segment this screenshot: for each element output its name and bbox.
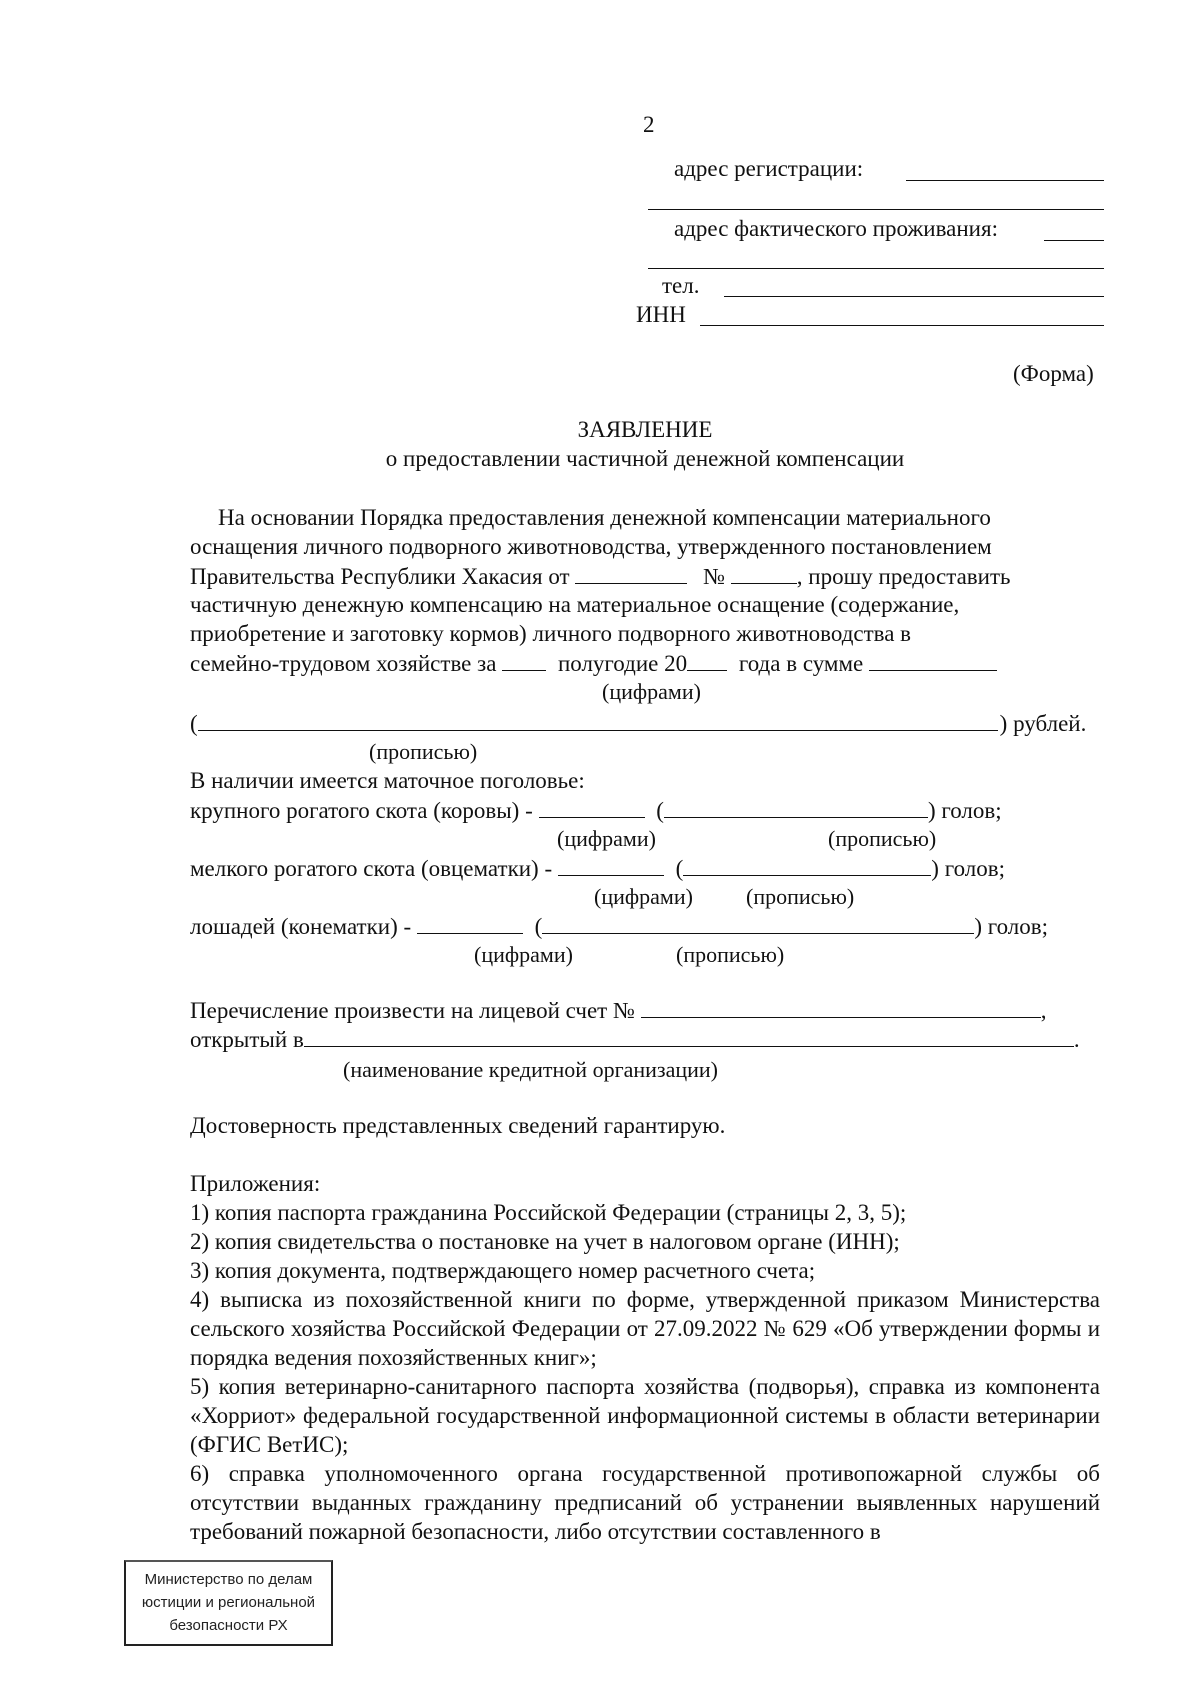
cattle-line [190,795,1002,826]
text: ( [534,914,543,939]
bank-name-field[interactable] [304,1024,1074,1047]
paragraph-line: приобретение и заготовку кормов) личного подворного животноводства в [190,621,912,646]
text: Перечисление произвести на лицевой счет № [190,998,635,1023]
form-label: (Форма) [1013,361,1094,386]
paragraph-line [190,648,997,679]
half-year-field[interactable] [502,648,546,671]
document-subtitle: о предоставлении частичной денежной компенсации [385,446,905,471]
livestock-intro: В наличии имеется маточное поголовье: [190,768,585,793]
reg-address-label: адрес регистрации: [674,156,864,181]
phone-label: тел. [662,273,700,298]
paragraph-line [190,561,1011,592]
sheep-words-field[interactable] [683,853,931,876]
attachment-item: 4) выписка из похозяйственной книги по форме, утвержденной приказом Министерства сельского хозяйства Российской Федерации от 27.09.2022 № 629 «Об утверждении формы и порядка ведения похозяйственных книг»; [190,1287,1100,1370]
ministry-stamp [124,1560,333,1646]
cattle-words-hint: (прописью) [828,826,937,851]
text: семейно-трудовом хозяйстве за [190,651,497,676]
horses-line [190,911,1048,942]
horses-digits-hint: (цифрами) [474,942,573,967]
attachments-heading: Приложения: [190,1171,321,1196]
actual-address-field-line2[interactable] [648,268,1104,269]
text: , [1040,998,1047,1023]
bank-hint: (наименование кредитной организации) [343,1057,718,1082]
sheep-digits-field[interactable] [558,853,664,876]
guarantee-text: Достоверность представленных сведений гарантирую. [190,1113,726,1138]
paragraph-line: На основании Порядка предоставления денежной компенсации материального [218,505,991,530]
phone-field[interactable] [724,296,1104,297]
text: ) голов; [931,856,1005,881]
amount-words-field[interactable] [198,708,998,731]
sheep-line [190,853,1005,884]
attachment-item: 5) копия ветеринарно-санитарного паспорта хозяйства (подворья), справка из компонента «Хорриот» федеральной государственной информационной системы в области ветеринарии (ФГИС ВетИС); [190,1374,1100,1457]
stamp-line: безопасности РХ [169,1617,288,1634]
paragraph-line: частичную денежную компенсацию на материальное оснащение (содержание, [190,592,960,617]
attachment-item: 1) копия паспорта гражданина Российской Федерации (страницы 2, 3, 5); [190,1200,907,1225]
bank-line [190,1024,1080,1055]
horses-words-hint: (прописью) [676,942,785,967]
inn-field[interactable] [700,325,1104,326]
amount-digits-hint: (цифрами) [602,679,701,704]
resolution-date-field[interactable] [575,561,687,584]
cattle-digits-hint: (цифрами) [557,826,656,851]
text: ( [675,856,684,881]
text: года в сумме [738,651,864,676]
sheep-words-hint: (прописью) [746,884,855,909]
resolution-number-field[interactable] [731,561,797,584]
attachment-item: 6) справка уполномоченного органа государственной противопожарной службы об отсутствии выданных гражданину предписаний об устранении выявленных нарушений требований пожарной безопасности, либо отсутствии составленного в [190,1461,1100,1544]
text: открытый в [190,1027,304,1052]
text: лошадей (конематки) - [190,914,412,939]
text: , прошу предоставить [796,564,1011,589]
text: Правительства Республики Хакасия от [190,564,570,589]
text: ) голов; [927,798,1002,823]
text: мелкого рогатого скота (овцематки) - [190,856,553,881]
page-number: 2 [643,112,655,137]
attachment-item: 2) копия свидетельства о постановке на учет в налоговом органе (ИНН); [190,1229,900,1254]
paragraph-line: оснащения личного подворного животноводства, утвержденного постановлением [190,534,992,559]
text: ) голов; [974,914,1049,939]
reg-address-field-line2[interactable] [648,209,1104,210]
transfer-line [190,995,1046,1026]
text: ( [656,798,664,823]
cattle-words-field[interactable] [664,795,928,818]
stamp-line: юстиции и региональной [141,1594,316,1611]
text: . [1073,1027,1080,1052]
text: ( [190,711,198,736]
text: крупного рогатого скота (коровы) - [190,798,533,823]
reg-address-field[interactable] [906,180,1104,181]
text: № [703,564,726,589]
horses-digits-field[interactable] [417,911,523,934]
amount-digits-field[interactable] [869,648,997,671]
stamp-line: Министерство по делам [144,1571,313,1588]
text: полугодие 20 [557,651,688,676]
actual-address-label: адрес фактического проживания: [674,216,998,241]
inn-label: ИНН [636,302,686,327]
horses-words-field[interactable] [542,911,974,934]
text: ) рублей. [999,711,1087,736]
year-field[interactable] [687,648,727,671]
cattle-digits-field[interactable] [539,795,645,818]
document-title: ЗАЯВЛЕНИЕ [577,417,713,442]
amount-words-line [190,708,1086,739]
attachment-item: 3) копия документа, подтверждающего номер расчетного счета; [190,1258,816,1283]
amount-words-hint: (прописью) [369,739,478,764]
actual-address-field[interactable] [1044,240,1104,241]
sheep-digits-hint: (цифрами) [594,884,693,909]
account-number-field[interactable] [641,995,1041,1018]
